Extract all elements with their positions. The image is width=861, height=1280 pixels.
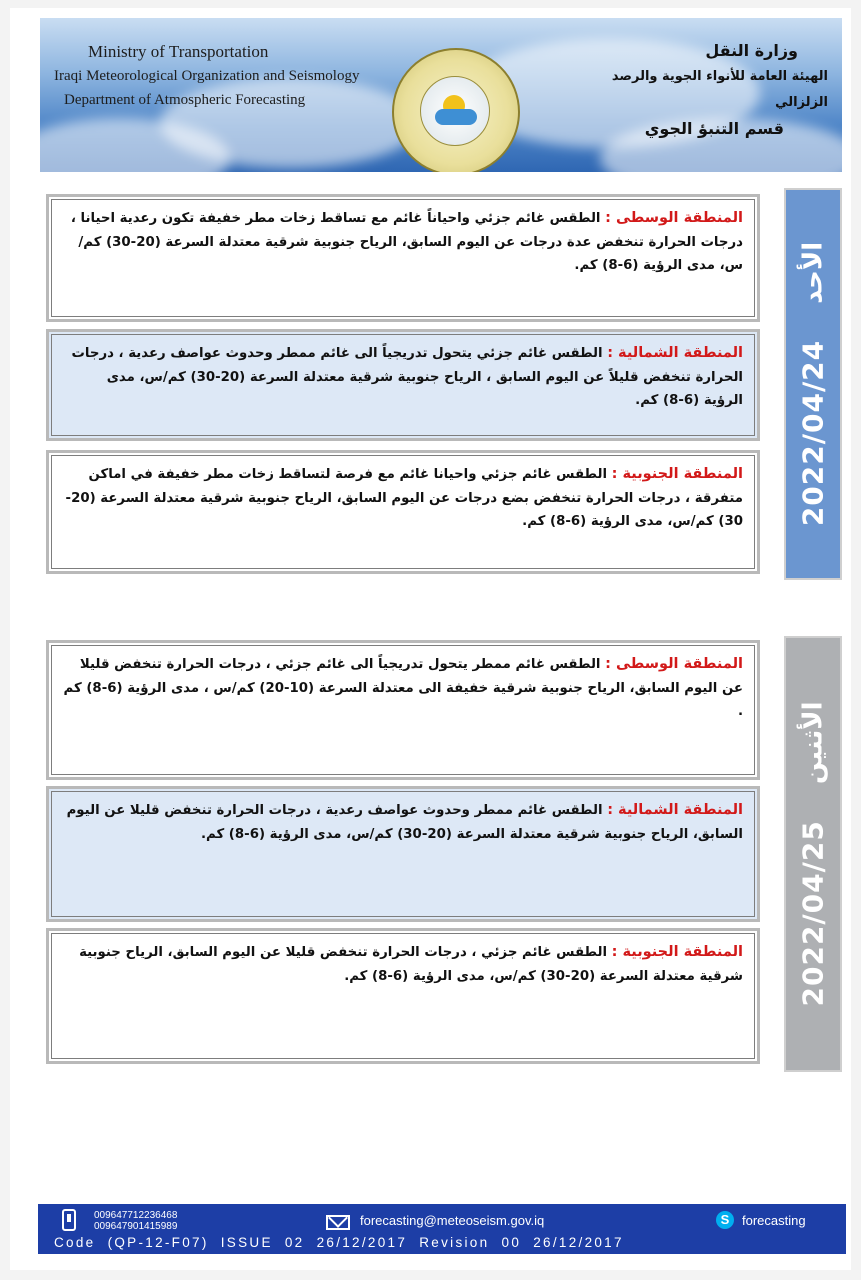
phone-number: 009647901415989: [94, 1221, 178, 1232]
region-name-south: المنطقة الجنوبية :: [611, 466, 743, 482]
region-name-south: المنطقة الجنوبية :: [611, 944, 743, 960]
ministry-name-en: Ministry of Transportation: [88, 42, 269, 61]
organization-name-en: Iraqi Meteorological Organization and Seismology: [54, 68, 360, 84]
document-page: [10, 8, 851, 1270]
contact-email[interactable]: forecasting@meteoseism.gov.iq: [360, 1213, 545, 1228]
region-forecast-central: الطقس غائم ممطر يتحول تدريجياً الى غائم جزئي ، درجات الحرارة تنخفض قليلا عن اليوم السابق، الرياح جنوبية شرقية خفيفة الى معتدلة السرعة (10-20) كم/س ، مدى الرؤية (6-8) كم .: [63, 657, 743, 719]
region-forecast-north: الطقس غائم ممطر وحدوث عواصف رعدية ، درجات الحرارة تنخفض قليلا عن اليوم السابق، الرياح جنوبية شرقية معتدلة السرعة (20-30) كم/س، مدى الرؤية (6-8) كم.: [66, 803, 743, 842]
region-central-box: [46, 194, 760, 322]
organization-logo: [392, 48, 520, 172]
region-name-central: المنطقة الوسطى :: [605, 656, 743, 672]
mail-icon: [326, 1215, 350, 1230]
forecast-date: 2022/04/24: [796, 339, 830, 527]
phone-numbers: [94, 1210, 177, 1232]
header-english-text: [54, 40, 360, 112]
date-column-day-2: [784, 636, 842, 1072]
forecast-date: 2022/04/25: [796, 820, 830, 1007]
region-name-central: المنطقة الوسطى :: [605, 210, 743, 226]
region-north-box: [46, 329, 760, 441]
phone-number: 009647712236468: [94, 1210, 178, 1221]
phone-icon: [62, 1209, 76, 1231]
region-name-north: المنطقة الشمالية :: [607, 345, 743, 361]
forecast-day-name: الأحد: [798, 241, 828, 304]
skype-handle[interactable]: forecasting: [742, 1213, 806, 1228]
header-arabic-text: [568, 38, 828, 142]
region-forecast-central: الطقس غائم جزئي واحياناً غائم مع تساقط زخات مطر خفيفة تكون رعدية احيانا ، درجات الحرارة تنخفض عدة درجات عن اليوم السابق، الرياح جنوبية شرقية معتدلة السرعة (20-30) كم/س، مدى الرؤية (6-8) كم.: [70, 211, 743, 273]
ministry-name-ar: وزارة النقل: [705, 41, 798, 60]
region-forecast-south: الطقس غائم جزئي واحيانا غائم مع فرصة لتساقط زخات مطر خفيفة في اماكن متفرقة ، درجات الحرارة تنخفض بضع درجات عن اليوم السابق، الرياح جنوبية شرقية معتدلة السرعة (20-30) كم/س، مدى الرؤية (6-8) كم.: [65, 467, 743, 529]
region-forecast-north: الطقس غائم جزئي يتحول تدريجياً الى غائم ممطر وحدوث عواصف رعدية ، درجات الحرارة تنخفض قليلاً عن اليوم السابق ، الرياح جنوبية شرقية معتدلة السرعة (20-30) كم/س، مدى الرؤية (6-8) كم.: [71, 346, 743, 408]
header-banner: [40, 18, 842, 172]
region-north-box: [46, 786, 760, 922]
forecast-day-name: الأثنين: [798, 701, 828, 785]
skype-icon: S: [716, 1211, 734, 1229]
region-central-box: [46, 640, 760, 780]
region-south-box: [46, 450, 760, 574]
department-name-en: Department of Atmospheric Forecasting: [64, 92, 306, 108]
forecast-day-1: [44, 188, 842, 580]
document-code-line: Code (QP-12-F07) ISSUE 02 26/12/2017 Revision 00 26/12/2017: [54, 1235, 624, 1250]
region-name-north: المنطقة الشمالية :: [607, 802, 743, 818]
contact-footer: [38, 1204, 846, 1254]
department-name-ar: قسم التنبؤ الجوي: [644, 119, 784, 138]
cloud-icon: [435, 109, 477, 125]
forecast-day-2: [44, 636, 842, 1072]
date-column-day-1: [784, 188, 842, 580]
region-forecast-south: الطقس غائم جزئي ، درجات الحرارة تنخفض قليلا عن اليوم السابق، الرياح جنوبية شرقية معتدلة السرعة (20-30) كم/س، مدى الرؤية (6-8) كم.: [79, 945, 743, 984]
region-south-box: [46, 928, 760, 1064]
organization-name-ar: الهيئة العامة للأنواء الجوية والرصد الزلزالي: [611, 69, 828, 110]
